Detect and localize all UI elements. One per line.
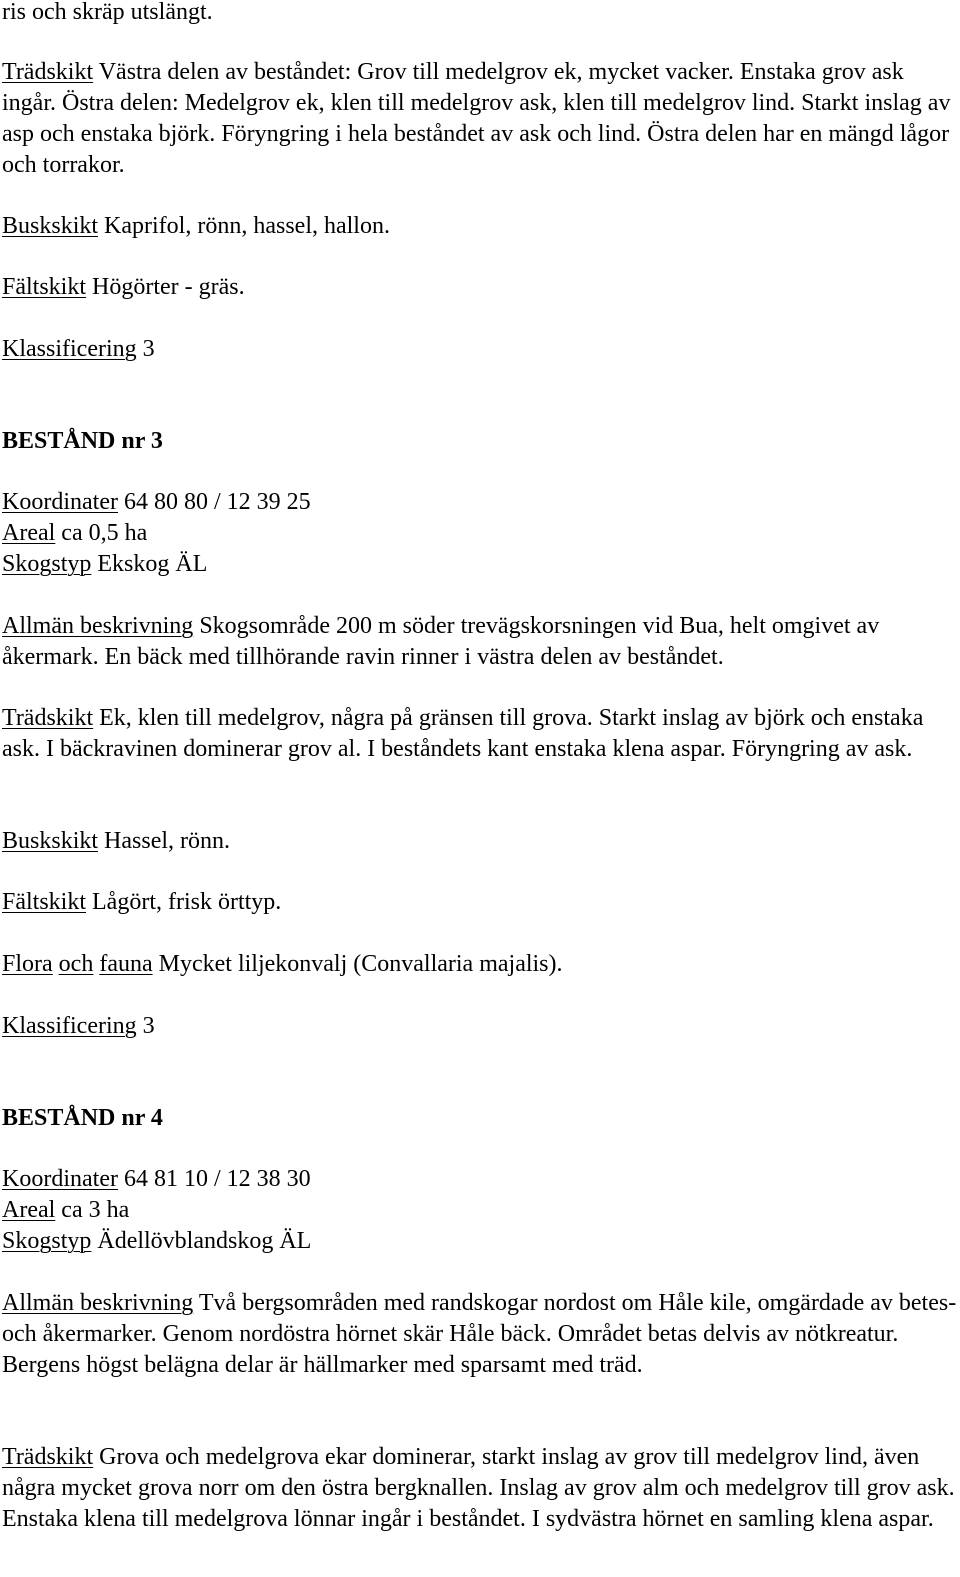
field-label: Trädskikt: [2, 1444, 94, 1470]
prev-buskskikt: [2, 211, 958, 242]
field-label: Buskskikt: [2, 213, 99, 239]
field-value: Ek, klen till medelgrov, några på gränsen till grova. Starkt inslag av björk och enstaka ask. I bäckravinen dominerar grov al. I beståndets kant enstaka klena aspar. Föryngring av ask.: [2, 705, 924, 762]
stand3-areal: [2, 518, 958, 549]
field-value: Högörter - gräs.: [86, 274, 245, 300]
stand3-klassificering: [2, 1011, 958, 1042]
field-label: Allmän beskrivning: [2, 613, 194, 639]
field-value: ca 0,5 ha: [55, 520, 148, 546]
field-label: Areal: [2, 520, 56, 546]
field-label: Buskskikt: [2, 828, 99, 854]
continuation-text: ris och skräp utslängt.: [2, 0, 213, 25]
field-value: 3: [136, 1013, 155, 1039]
stand3-faltskikt: [2, 887, 958, 918]
field-label: Trädskikt: [2, 705, 94, 731]
field-value: Kaprifol, rönn, hassel, hallon.: [98, 213, 390, 239]
stand4-skogstyp: [2, 1226, 958, 1257]
field-value: ca 3 ha: [55, 1197, 130, 1223]
field-value: Västra delen av beståndet: Grov till medelgrov ek, mycket vacker. Enstaka grov ask ingår. Östra delen: Medelgrov ek, klen till medelgrov ask, klen till medelgrov lind. Starkt inslag av asp och enstaka björk. Föryngring i hela beståndet av ask och lind. Östra delen har en mängd lågor och torrakor.: [2, 59, 951, 178]
prev-faltskikt: [2, 272, 958, 303]
field-label: Koordinater: [2, 1166, 118, 1192]
field-label: Trädskikt: [2, 59, 94, 85]
field-value: 64 80 80 / 12 39 25: [117, 489, 311, 515]
field-label: Flora: [2, 951, 53, 977]
stand3-flora-fauna: [2, 949, 958, 980]
stand3-buskskikt: [2, 826, 958, 857]
field-label: och: [58, 951, 94, 977]
stand3-allman-beskrivning: [2, 611, 958, 673]
stand3-koordinater: [2, 487, 958, 518]
field-label: Klassificering: [2, 336, 137, 362]
field-value: 64 81 10 / 12 38 30: [117, 1166, 311, 1192]
field-label: Koordinater: [2, 489, 118, 515]
field-label: Fältskikt: [2, 274, 87, 300]
stand4-allman-beskrivning: [2, 1288, 958, 1381]
field-value: Två bergsområden med randskogar nordost om Håle kile, omgärdade av betes- och åkermarker. Genom nordöstra hörnet skär Håle bäck. Området betas delvis av nötkreatur. Bergens högst belägna delar är hällmarker med sparsamt med träd.: [2, 1290, 957, 1378]
stand4-koordinater: [2, 1164, 958, 1195]
stand3-title: BESTÅND nr 3: [2, 428, 163, 454]
field-label: Fältskikt: [2, 889, 87, 915]
field-label: fauna: [99, 951, 153, 977]
field-label: Klassificering: [2, 1013, 137, 1039]
stand3-skogstyp: [2, 549, 958, 580]
field-value: Lågört, frisk örttyp.: [86, 889, 282, 915]
field-value: Mycket liljekonvalj (Convallaria majalis).: [152, 951, 563, 977]
prev-klassificering: [2, 334, 958, 365]
field-value: Grova och medelgrova ekar dominerar, starkt inslag av grov till medelgrov lind, även några mycket grova norr om den östra bergknallen. Inslag av grov alm och medelgrov till grov ask. Enstaka klena till medelgrova lönnar ingår i beståndet. I sydvästra hörnet en samling klena aspar.: [2, 1444, 955, 1532]
field-value: Ekskog ÄL: [91, 551, 208, 577]
stand4-areal: [2, 1195, 958, 1226]
field-label: Areal: [2, 1197, 56, 1223]
field-value: 3: [136, 336, 155, 362]
prev-tradskikt: [2, 57, 958, 181]
stand4-title: BESTÅND nr 4: [2, 1105, 163, 1131]
field-value: Ädellövblandskog ÄL: [91, 1228, 312, 1254]
field-label: Allmän beskrivning: [2, 1290, 194, 1316]
stand3-tradskikt: [2, 703, 958, 765]
stand4-tradskikt: [2, 1442, 958, 1535]
field-label: Skogstyp: [2, 551, 92, 577]
field-value: Skogsområde 200 m söder trevägskorsningen vid Bua, helt omgivet av åkermark. En bäck med tillhörande ravin rinner i västra delen av beståndet.: [2, 613, 880, 670]
field-label: Skogstyp: [2, 1228, 92, 1254]
field-value: Hassel, rönn.: [98, 828, 231, 854]
